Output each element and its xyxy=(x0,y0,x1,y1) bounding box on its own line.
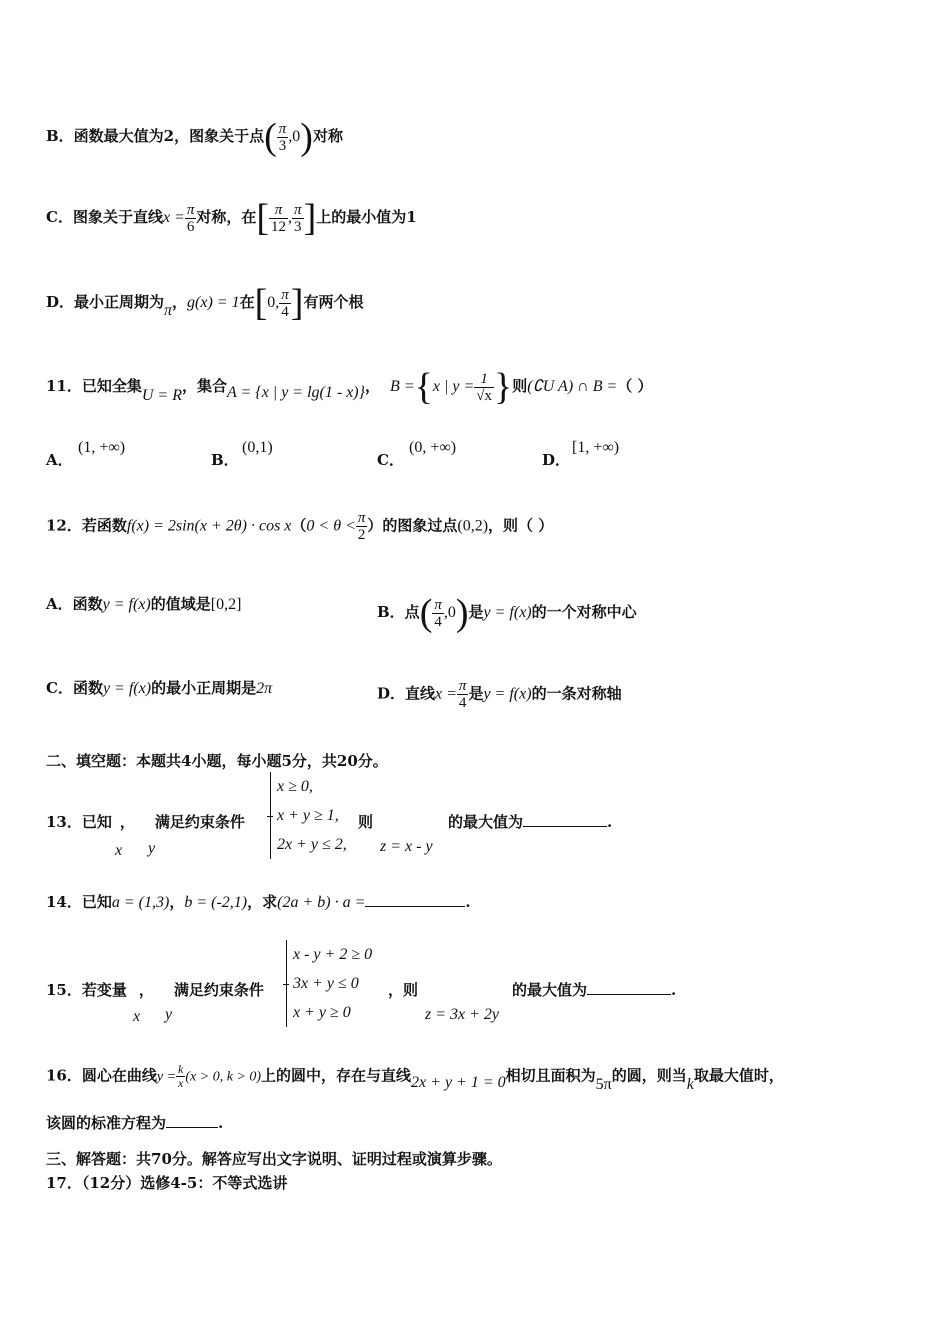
q12-option-c xyxy=(46,678,272,699)
constraint: 3x + y ≤ 0 xyxy=(293,975,359,992)
q11-opt-c-value: (0, +∞) xyxy=(409,439,457,456)
q11-stem-a: 11．已知全集 xyxy=(46,377,142,395)
q16-end: . xyxy=(218,1114,224,1132)
frac-num: π xyxy=(458,678,467,694)
constraint: x ≥ 0, xyxy=(277,778,313,795)
q13-d: 则 xyxy=(358,813,374,831)
q11-set-a: A = {x | y = lg(1 - x)} xyxy=(227,384,366,401)
q14-a: 14．已知 xyxy=(46,893,112,911)
frac-num: k xyxy=(178,1062,184,1076)
q12-b-expr: y = f(x) xyxy=(483,604,532,621)
q11-opt-d-value: [1, +∞) xyxy=(572,439,620,456)
q12-cond-open: （ xyxy=(291,516,307,535)
q13-answer xyxy=(448,812,612,832)
q10-c-int-a xyxy=(269,202,288,235)
q11-opt-a-value: (1, +∞) xyxy=(78,439,126,456)
q12-d-end: 的一条对称轴 xyxy=(531,684,622,703)
constraint: x - y + 2 ≥ 0 xyxy=(293,946,373,963)
brace-open: { xyxy=(414,366,433,408)
q12-c-label: C．函数 xyxy=(46,679,103,697)
q16-line2-text: 该圆的标准方程为 xyxy=(46,1114,167,1132)
q17-heading: 17．（12分）选修4-5：不等式选讲 xyxy=(46,1174,288,1192)
q13-var-y: y xyxy=(148,840,156,857)
q15-objective: z = 3x + 2y xyxy=(425,1006,500,1023)
q16-yeq: y = xyxy=(156,1069,177,1085)
frac-den: 3 xyxy=(292,218,304,235)
q14-end: . xyxy=(465,893,471,911)
q16-stem xyxy=(46,1062,784,1093)
q12-option-d xyxy=(377,678,622,711)
q12-c-val: 2π xyxy=(256,680,273,697)
frac-den: 4 xyxy=(279,303,291,320)
q11-set-b-pre: B = xyxy=(390,378,415,395)
q13-var-x: x xyxy=(115,842,123,859)
frac-den: 4 xyxy=(457,694,469,711)
q14-sep: ， xyxy=(169,893,185,911)
frac-num: 1 xyxy=(480,370,488,387)
paren-close: ) xyxy=(455,592,469,634)
q10-c-label: C．图象关于直线 xyxy=(46,208,163,226)
q11-opt-c-label: C． xyxy=(377,451,404,469)
q16-a: 16．圆心在曲线 xyxy=(46,1066,157,1085)
frac-den: 4 xyxy=(432,613,444,630)
q16-cond: (x > 0, k > 0) xyxy=(185,1069,262,1085)
frac-den: √x xyxy=(476,387,493,404)
q16-blank[interactable] xyxy=(166,1127,218,1128)
q12-b-frac xyxy=(432,597,444,630)
frac-num: π xyxy=(434,596,442,613)
q15-d: ，则 xyxy=(388,981,419,999)
q10-d-pi: π xyxy=(164,302,173,319)
q12-a-label: A．函数 xyxy=(46,595,103,613)
q10-c-frac xyxy=(185,202,197,235)
comma: , xyxy=(288,209,293,226)
q11-opt-a-label: A． xyxy=(46,451,73,469)
bracket-open: [ xyxy=(256,197,270,239)
bracket-close: ] xyxy=(290,282,304,324)
q13-end: . xyxy=(607,813,613,831)
q13-b: ， xyxy=(119,813,135,831)
q12-d-label: D．直线 xyxy=(377,684,436,703)
q12-a-expr: y = f(x) xyxy=(102,596,151,613)
q10-d-end: 有两个根 xyxy=(303,293,364,311)
q12-stem-a: 12．若函数 xyxy=(46,516,127,535)
q10-d-g: g(x) = 1 xyxy=(187,294,240,311)
q15-stem xyxy=(46,980,264,1000)
q10-d-label: D．最小正周期为 xyxy=(46,293,165,311)
paren-close: ) xyxy=(300,116,313,158)
q13-constraints xyxy=(270,772,347,859)
q11-opt-d-label: D． xyxy=(542,451,571,469)
q13-c: 满足约束条件 xyxy=(154,813,245,831)
q12-cond-frac xyxy=(356,510,368,543)
q15-constraints xyxy=(286,940,372,1027)
q12-stem xyxy=(46,510,553,543)
q11-stem xyxy=(46,368,653,406)
q11-b-frac xyxy=(474,371,494,404)
q12-a-val: [0,2] xyxy=(210,596,242,613)
q14-vec-a: a = (1,3) xyxy=(111,894,170,911)
q15-end: . xyxy=(671,981,677,999)
q16-k: k xyxy=(686,1075,694,1093)
q12-b-end: 的一个对称中心 xyxy=(531,603,637,621)
q14-vec-b: b = (-2,1) xyxy=(184,894,248,911)
q12-d-expr: y = f(x) xyxy=(483,685,532,703)
q16-d: 的圆，则当 xyxy=(611,1066,687,1085)
frac-den: 12 xyxy=(271,218,287,235)
q16-b: 上的圆中，存在与直线 xyxy=(261,1066,412,1085)
brace-close: } xyxy=(494,366,513,408)
constraint: 2x + y ≤ 2, xyxy=(277,836,347,853)
constraint: x + y ≥ 0 xyxy=(293,1004,351,1021)
q12-option-a xyxy=(46,594,241,615)
q10-d-int: 0, xyxy=(267,294,280,311)
bracket-open: [ xyxy=(254,282,268,324)
q12-d-frac xyxy=(457,678,469,711)
q16-line2 xyxy=(46,1113,223,1133)
q11-expr: (∁U A) ∩ B = xyxy=(527,378,618,395)
q10-option-b xyxy=(46,118,343,156)
q10-b-end: 对称 xyxy=(312,127,343,145)
q11-opt-b-value: (0,1) xyxy=(242,439,273,456)
q15-answer xyxy=(512,980,676,1000)
frac-num: π xyxy=(274,201,283,218)
q10-b-label: B．函数最大值为2，图象关于点 xyxy=(46,127,265,145)
frac-den: 2 xyxy=(356,526,368,543)
q10-option-c xyxy=(46,199,417,237)
q15-var-y: y xyxy=(165,1006,173,1023)
q14-blank[interactable] xyxy=(365,906,465,907)
frac-num: π xyxy=(294,201,302,218)
q11-paren: （ ） xyxy=(617,377,653,395)
constraint: x + y ≥ 1, xyxy=(277,807,339,824)
q12-cond-close: ）的图象过点 xyxy=(367,516,458,535)
q15-b: ， xyxy=(138,981,154,999)
q11-stem-b: ，集合 xyxy=(182,377,228,395)
frac-num: π xyxy=(281,286,289,303)
frac-num: π xyxy=(278,120,287,137)
q13-blank[interactable] xyxy=(523,826,607,827)
q13-a: 13．已知 xyxy=(46,813,112,831)
q12-function: f(x) = 2sin(x + 2θ) · cos x xyxy=(126,517,292,535)
q12-option-b xyxy=(377,594,637,632)
frac-den: x xyxy=(178,1076,184,1090)
q15-a: 15．若变量 xyxy=(46,981,127,999)
q11-options xyxy=(46,440,906,470)
q12-point: (0,2) xyxy=(457,517,489,535)
q12-b-rest: ,0 xyxy=(443,604,456,621)
q12-stem-b: ，则（ ） xyxy=(488,516,554,535)
q16-e: 取最大值时， xyxy=(693,1066,784,1085)
q10-b-frac xyxy=(277,121,289,154)
q13-objective: z = x - y xyxy=(380,838,433,855)
q15-c: 满足约束条件 xyxy=(173,981,264,999)
q10-c-xeq: x = xyxy=(162,209,185,226)
q10-c-int-b xyxy=(292,202,304,235)
bracket-close: ] xyxy=(303,197,317,239)
q15-e: 的最大值为 xyxy=(512,981,588,999)
q11-set-b: x | y = xyxy=(432,378,475,395)
frac-num: π xyxy=(186,201,195,218)
section-3-heading: 三、解答题：共70分。解答应写出文字说明、证明过程或演算步骤。 xyxy=(46,1150,502,1168)
q10-c-end: 上的最小值为1 xyxy=(316,208,417,226)
frac-num: π xyxy=(357,510,366,526)
q12-a-mid: 的值域是 xyxy=(150,595,211,613)
paren-open: ( xyxy=(264,116,277,158)
section-2-heading: 二、填空题：本题共4小题，每小题5分，共20分。 xyxy=(46,752,388,770)
q10-c-mid: 对称，在 xyxy=(196,208,257,226)
q11-opt-b-label: B． xyxy=(211,451,239,469)
frac-den: 6 xyxy=(185,218,197,235)
q15-blank[interactable] xyxy=(587,994,671,995)
q10-d-sep: ， xyxy=(172,293,188,311)
q14-b: ，求 xyxy=(247,893,278,911)
q12-d-xeq: x = xyxy=(435,685,457,703)
paren-open: ( xyxy=(419,592,433,634)
q11-universe: U = R xyxy=(141,387,182,404)
q16-c: 相切且面积为 xyxy=(505,1066,596,1085)
q13-e: 的最大值为 xyxy=(448,813,524,831)
q14-stem xyxy=(46,892,471,913)
q15-var-x: x xyxy=(133,1008,141,1025)
q10-d-mid: 在 xyxy=(239,293,255,311)
q10-b-rest: ,0 xyxy=(288,128,301,145)
q12-cond: 0 < θ < xyxy=(306,517,356,535)
q13-stem xyxy=(46,812,245,832)
q12-b-label: B．点 xyxy=(377,603,420,621)
q10-option-d xyxy=(46,284,363,322)
frac-den: 3 xyxy=(277,137,289,154)
q11-comma: ， xyxy=(365,377,381,395)
q12-c-mid: 的最小正周期是 xyxy=(151,679,257,697)
q16-line: 2x + y + 1 = 0 xyxy=(411,1073,506,1091)
q16-frac xyxy=(176,1063,185,1090)
q12-d-mid: 是 xyxy=(468,684,484,703)
q14-expr: (2a + b) · a = xyxy=(277,894,366,911)
q12-b-mid: 是 xyxy=(468,603,484,621)
q11-stem-c: 则 xyxy=(512,377,528,395)
q10-d-frac xyxy=(279,287,291,320)
q16-area: 5π xyxy=(595,1075,612,1093)
q12-c-expr: y = f(x) xyxy=(102,680,152,697)
